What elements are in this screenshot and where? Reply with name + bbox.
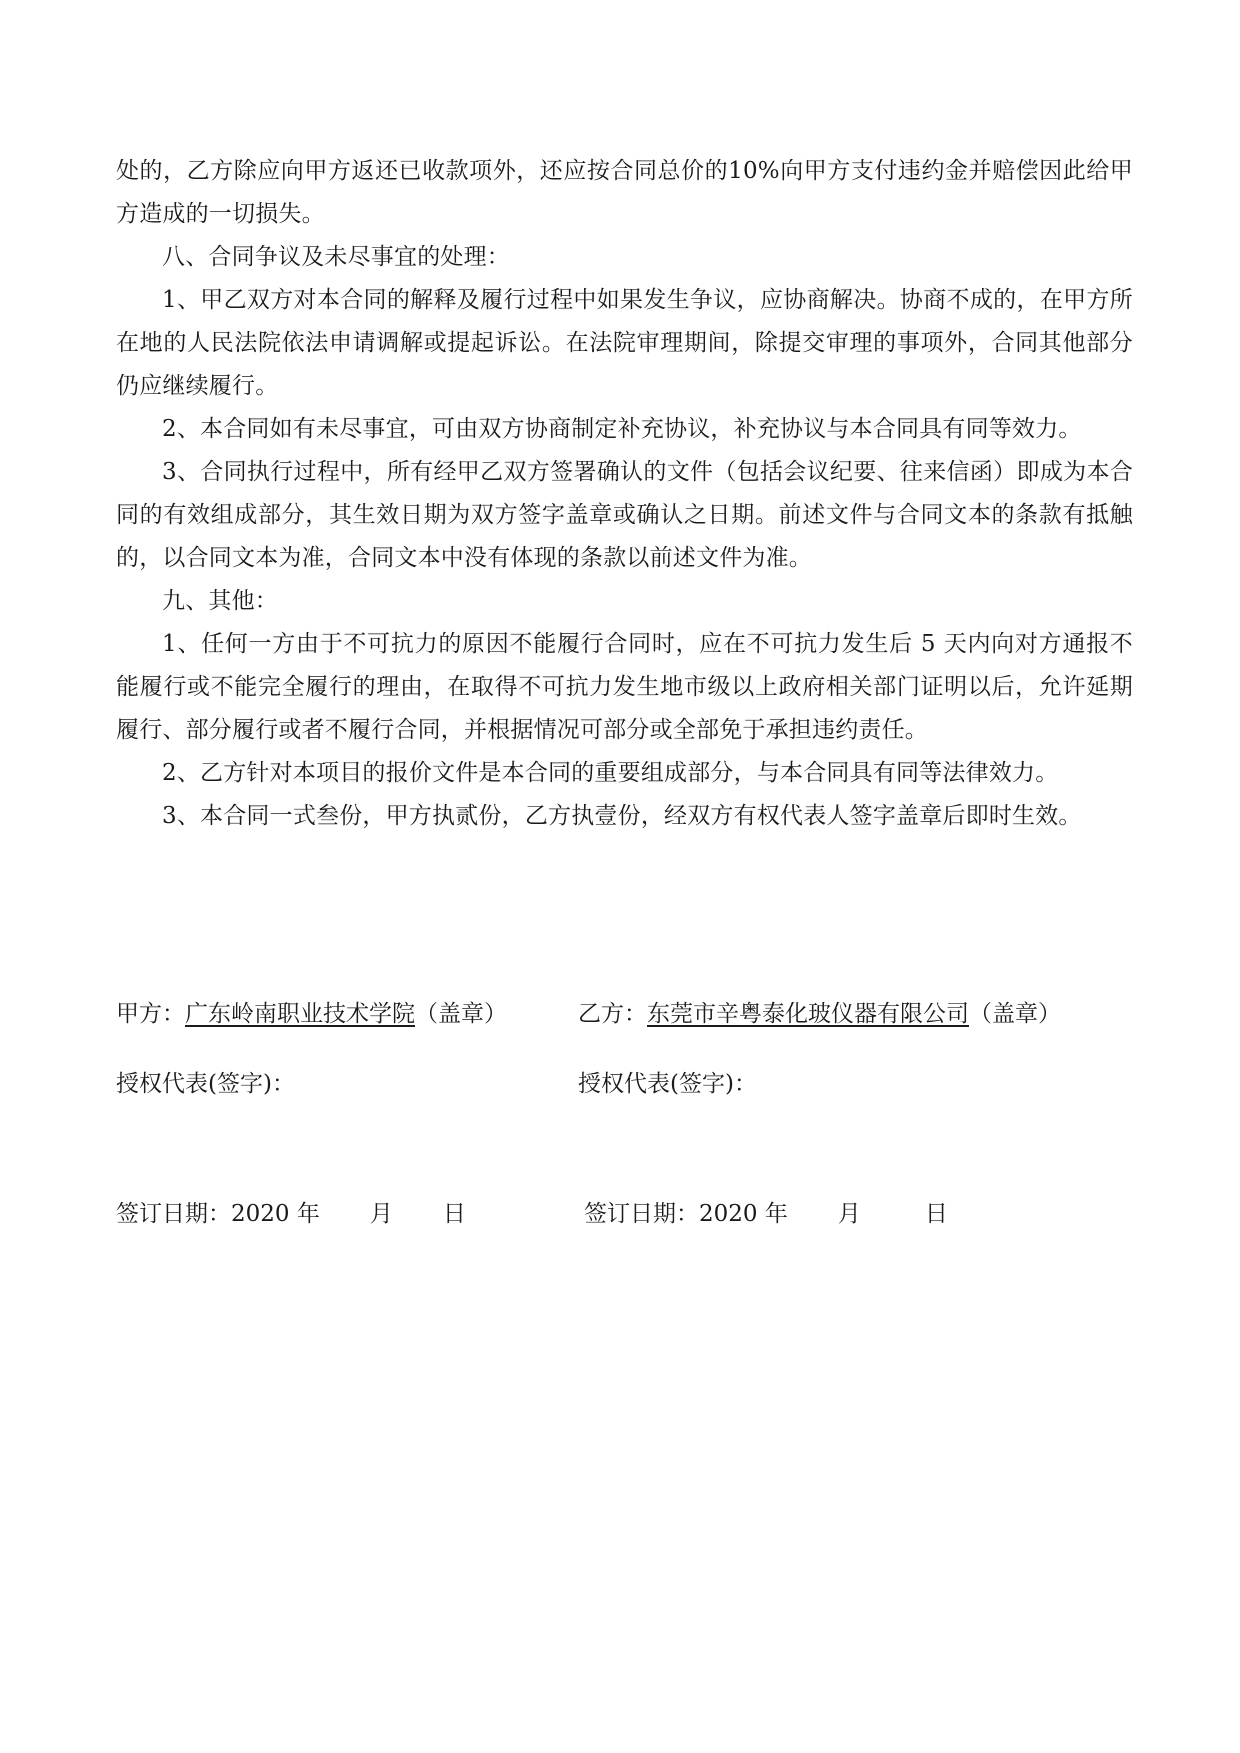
party-a-seal-note: （盖章） [415, 1001, 507, 1027]
party-b-year: 2020 年 [699, 1201, 788, 1227]
section-heading-8: 八、合同争议及未尽事宜的处理： [162, 244, 510, 270]
clause-8-3: 3、合同执行过程中，所有经甲乙双方签署确认的文件（包括会议纪要、往来信函）即成为本合同的有效组成部分，其生效日期为双方签字盖章或确认之日期。前述文件与合同文本的条款有抵触的，以合同文本为准，合同文本中没有体现的条款以前述文件为准。 [116, 459, 1133, 571]
party-b-representative: 授权代表(签字)： [578, 1071, 757, 1097]
party-a-year: 2020 年 [231, 1201, 320, 1227]
party-a-date-line [116, 1198, 466, 1230]
party-b-name: 东莞市辛粤泰化玻仪器有限公司 [647, 1001, 969, 1027]
party-b-seal-note: （盖章） [969, 1001, 1061, 1027]
party-a-date-label: 签订日期： [116, 1201, 231, 1227]
party-a-label: 甲方： [116, 1001, 185, 1027]
party-a-representative: 授权代表(签字)： [116, 1071, 295, 1097]
contract-body [116, 150, 1133, 838]
party-b-month: 月 [837, 1201, 861, 1227]
clause-9-3: 3、本合同一式叁份，甲方执贰份，乙方执壹份，经双方有权代表人签字盖章后即时生效。 [162, 803, 1082, 829]
party-b-date-label: 签订日期： [584, 1201, 699, 1227]
party-a-month: 月 [369, 1201, 393, 1227]
party-b-line [578, 998, 1061, 1030]
clause-9-1: 1、任何一方由于不可抗力的原因不能履行合同时，应在不可抗力发生后 5 天内向对方通报不能履行或不能完全履行的理由，在取得不可抗力发生地市级以上政府相关部门证明以后，允许延期履行、部分履行或者不履行合同，并根据情况可部分或全部免于承担违约责任。 [116, 631, 1133, 743]
party-a-line [116, 998, 507, 1030]
party-b-date-line [584, 1198, 948, 1230]
clause-9-2: 2、乙方针对本项目的报价文件是本合同的重要组成部分，与本合同具有同等法律效力。 [162, 760, 1059, 786]
party-a-day: 日 [442, 1201, 466, 1227]
party-b-label: 乙方： [578, 1001, 647, 1027]
clause-8-1: 1、甲乙双方对本合同的解释及履行过程中如果发生争议，应协商解决。协商不成的，在甲方所在地的人民法院依法申请调解或提起诉讼。在法院审理期间，除提交审理的事项外，合同其他部分仍应继续履行。 [116, 287, 1133, 399]
party-a-name: 广东岭南职业技术学院 [185, 1001, 415, 1027]
section-heading-9: 九、其他： [162, 588, 278, 614]
paragraph-continuation: 处的，乙方除应向甲方返还已收款项外，还应按合同总价的10%向甲方支付违约金并赔偿因此给甲方造成的一切损失。 [116, 158, 1133, 227]
party-b-day: 日 [924, 1201, 948, 1227]
clause-8-2: 2、本合同如有未尽事宜，可由双方协商制定补充协议，补充协议与本合同具有同等效力。 [162, 416, 1082, 442]
